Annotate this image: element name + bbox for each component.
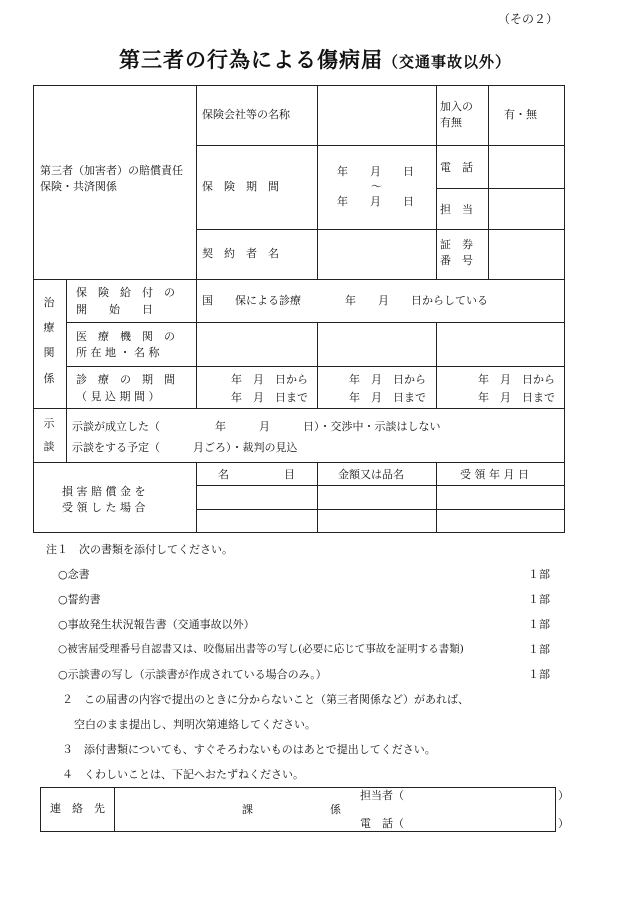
period-from-3: 年 月 日から [478, 373, 555, 386]
contact-phone: 電 話（ ） [360, 817, 569, 830]
phone-label: 電 話 [440, 161, 473, 174]
note-item-2-count: １部 [528, 593, 550, 606]
note-item-1: ○念書 [58, 568, 90, 581]
treatment-side-label-4: 係 [43, 372, 55, 385]
settlement-line-1: 示談が成立した（ 年 月 日）・交渉中・示談はしない [72, 420, 441, 433]
contact-person: 担当者（ ） [360, 789, 569, 802]
note-item-5-count: １部 [528, 668, 550, 681]
note-item-1-count: １部 [528, 568, 550, 581]
period-tilde: ～ [371, 180, 382, 193]
note-item-4-count: １部 [528, 643, 550, 656]
period-to-1: 年 月 日まで [231, 391, 308, 404]
facility-label-1: 医 療 機 関 の [76, 330, 175, 343]
contact-section: 課 係 [242, 803, 341, 816]
facility-label-2: 所 在 地 ・ 名 称 [76, 346, 160, 359]
settlement-side-label-1: 示 [43, 417, 55, 430]
cert-label-2: 番 号 [440, 254, 473, 267]
period-to-3: 年 月 日まで [478, 391, 555, 404]
note-item-2: ○誓約書 [58, 593, 101, 606]
period-label-1: 診 療 の 期 間 [76, 373, 175, 386]
compensation-label-1: 損 害 賠 償 金 を [62, 485, 146, 498]
benefit-label-1: 保 険 給 付 の [76, 286, 175, 299]
compensation-col-2: 金額又は品名 [338, 468, 404, 481]
page-title [0, 44, 630, 74]
period-label-2: （ 見 込 期 間 ） [76, 390, 160, 403]
charge-label: 担 当 [440, 203, 473, 216]
period-to-2: 年 月 日まで [349, 391, 426, 404]
note-1-header: 注１ 次の書類を添付してください。 [46, 543, 233, 556]
period-from-2: 年 月 日から [349, 373, 426, 386]
join-value: 有・無 [504, 108, 537, 121]
company-label: 保険会社等の名称 [202, 108, 290, 121]
title-main: 第三者の行為による傷病届 [118, 47, 383, 72]
note-4: ４ くわしいことは、下記へおたずねください。 [62, 768, 304, 781]
benefit-label-2: 開 始 日 [76, 303, 153, 316]
join-label-1: 加入の [440, 100, 473, 113]
settlement-side-label-2: 談 [43, 440, 55, 453]
note-item-3-count: １部 [528, 618, 550, 631]
note-item-5: ○示談書の写し（示談書が作成されている場合のみ。） [58, 668, 327, 681]
contractor-label: 契 約 者 名 [202, 247, 279, 260]
period-from: 年 月 日 [337, 165, 414, 178]
compensation-label-2: 受 領 し た 場 合 [62, 501, 146, 514]
compensation-col-1: 名 目 [218, 468, 295, 481]
treatment-side-label-1: 治 [43, 296, 55, 309]
compensation-col-3: 受 領 年 月 日 [460, 468, 529, 481]
note-3: ３ 添付書類についても、すぐそろわないものはあとで提出してください。 [62, 743, 436, 756]
contact-label: 連 絡 先 [50, 802, 105, 815]
insurance-section-label-1: 第三者（加害者）の賠償責任 [40, 164, 183, 177]
note-item-4: ○被害届受理番号自認書又は、咬傷届出書等の写し(必要に応じて事故を証明する書類) [58, 643, 464, 655]
title-sub: （交通事故以外） [382, 53, 511, 71]
join-label-2: 有無 [440, 116, 462, 129]
note-2-line-2: 空白のまま提出し、判明次第連絡してください。 [74, 718, 316, 731]
treatment-side-label-3: 関 [43, 346, 55, 359]
insurance-section-label-2: 保険・共済関係 [40, 180, 117, 193]
note-2-line-1: ２ この届書の内容で提出のときに分からないこと（第三者関係など）があれば、 [62, 693, 469, 706]
period-to: 年 月 日 [337, 195, 414, 208]
settlement-line-2: 示談をする予定（ 月ごろ）・裁判の見込 [72, 441, 298, 454]
page-number: （その２） [497, 12, 558, 26]
period-from-1: 年 月 日から [231, 373, 308, 386]
period-label: 保 険 期 間 [202, 180, 279, 193]
benefit-value: 国 保による診療 年 月 日からしている [202, 294, 488, 307]
note-item-3: ○事故発生状況報告書（交通事故以外） [58, 618, 255, 631]
treatment-side-label-2: 療 [43, 321, 55, 334]
cert-label-1: 証 券 [440, 238, 473, 251]
